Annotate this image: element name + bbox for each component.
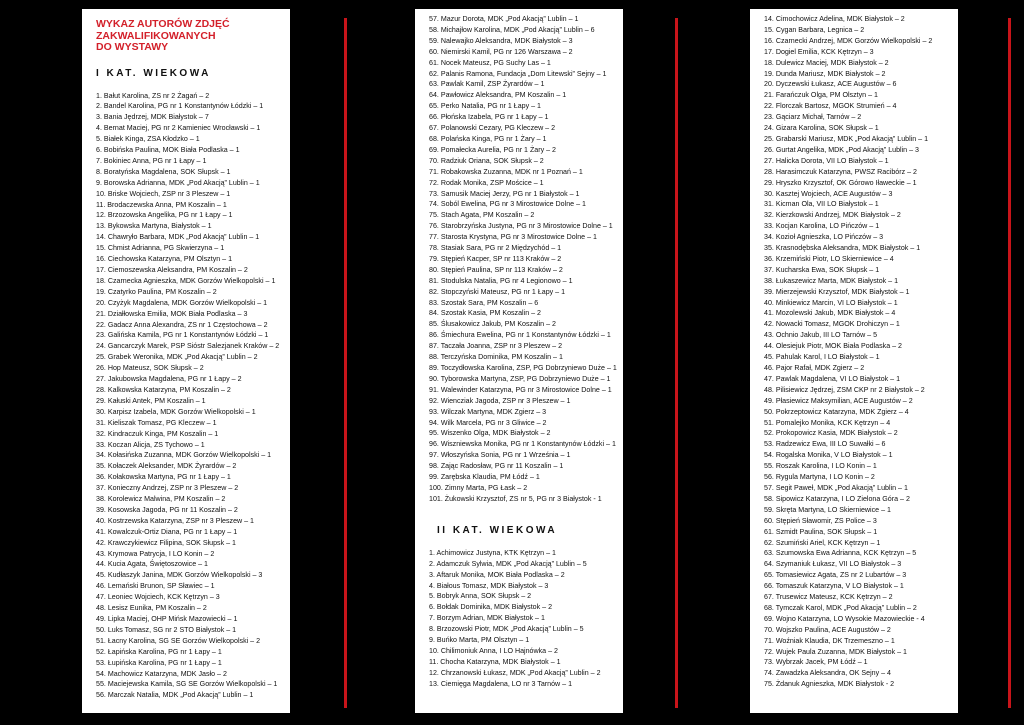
list-item: 90. Tyborowska Martyna, ZSP, PG Dobrzyniewo Duże – 1 xyxy=(429,374,611,383)
list-item: 28. Harasimczuk Katarzyna, PWSZ Racibórz – 2 xyxy=(764,167,917,176)
list-item: 25. Grabarski Mariusz, MDK „Pod Akacją” Lublin – 1 xyxy=(764,134,929,143)
list-item: 35. Kołaczek Aleksander, MDK Żyrardów – 2 xyxy=(96,462,237,471)
list-item: 26. Hop Mateusz, SOK Słupsk – 2 xyxy=(96,364,204,373)
list-item: 31. Kieliszak Tomasz, PG Kleczew – 1 xyxy=(96,418,217,427)
list-item: 65. Tomasiewicz Agata, ZS nr 2 Lubartów – 3 xyxy=(764,571,907,580)
list-item: 52. Łapińska Karolina, PG nr 1 Łapy – 1 xyxy=(96,647,222,656)
list-item: 43. Ochnio Jakub, III LO Tarnów – 5 xyxy=(764,331,878,340)
list-item: 75. Żdanuk Agnieszka, MDK Białystok - 2 xyxy=(764,680,895,689)
list-item: 30. Karpisz Izabela, MDK Gorzów Wielkopolski – 1 xyxy=(96,407,256,416)
list-item: 5. Białek Kinga, ZSA Kłodzko – 1 xyxy=(96,135,200,144)
list-item: 70. Wojszko Paulina, ACE Augustów – 2 xyxy=(764,625,891,634)
list-item: 24. Gancarczyk Marek, PSP Sióstr Salezjanek Kraków – 2 xyxy=(96,342,280,351)
list-item: 71. Woźniak Klaudia, DK Trzemeszno – 1 xyxy=(764,636,895,645)
list-item: 56. Rygula Martyna, I LO Konin – 2 xyxy=(764,473,875,482)
list-item: 42. Krawczykiewicz Filipina, SOK Słupsk – 1 xyxy=(96,538,236,547)
list-item: 12. Chrzanowski Łukasz, MDK „Pod Akacją” Lublin – 2 xyxy=(429,668,601,677)
list-item: 32. Kindraczuk Kinga, PM Koszalin – 1 xyxy=(96,429,219,438)
list-item: 64. Szymaniuk Łukasz, VII LO Białystok – 3 xyxy=(764,560,902,569)
list-item: 59. Nalewajko Aleksandra, MDK Białystok – 3 xyxy=(429,36,573,45)
red-divider-line xyxy=(1008,18,1011,708)
list-item: 6. Bołdak Dominika, MDK Białystok – 2 xyxy=(429,603,553,612)
list-item: 49. Płasiewicz Maksymilian, ACE Augustów – 2 xyxy=(764,396,913,405)
list-item: 62. Szumiński Ariel, KCK Kętrzyn – 1 xyxy=(764,538,881,547)
list-item: 40. Kostrzewska Katarzyna, ZSP nr 3 Pleszew – 1 xyxy=(96,516,254,525)
list-item: 51. Łacny Karolina, SG SE Gorzów Wielkopolski – 2 xyxy=(96,636,261,645)
list-item: 27. Halicka Dorota, VII LO Białystok – 1 xyxy=(764,156,889,165)
list-item: 61. Nocek Mateusz, PG Suchy Las – 1 xyxy=(429,58,551,67)
list-item: 67. Polanowski Cezary, PG Kleczew – 2 xyxy=(429,124,556,133)
list-item: 8. Boratyńska Magdalena, SOK Słupsk – 1 xyxy=(96,167,231,176)
list-item: 60. Niemirski Kamil, PG nr 126 Warszawa – 2 xyxy=(429,47,573,56)
list-item: 78. Stasiak Sara, PG nr 2 Międzychód – 1 xyxy=(429,244,562,253)
list-item: 59. Skręta Martyna, LO Skierniewice – 1 xyxy=(764,505,891,514)
list-item: 20. Dyczewski Łukasz, ACE Augustów – 6 xyxy=(764,80,897,89)
list-item: 17. Dogiel Emilia, KCK Kętrzyn – 3 xyxy=(764,47,874,56)
list-item: 14. Chawryło Barbara, MDK „Pod Akacją” Lublin – 1 xyxy=(96,233,260,242)
list-item: 2. Adamczuk Sylwia, MDK „Pod Akacją” Lublin – 5 xyxy=(429,559,587,568)
list-item: 33. Kocjan Karolina, LO Pińczów – 1 xyxy=(764,222,880,231)
list-item: 10. Briske Wojciech, ZSP nr 3 Pleszew – 1 xyxy=(96,189,231,198)
list-item: 100. Zimny Marta, PG Łask – 2 xyxy=(429,483,528,492)
list-item: 98. Zając Radosław, PG nr 11 Koszalin – 1 xyxy=(429,462,564,471)
list-item: 11. Brodaczewska Anna, PM Koszalin – 1 xyxy=(96,200,227,209)
list-item: 44. Olesiejuk Piotr, MOK Biała Podlaska – 2 xyxy=(764,342,903,351)
list-item: 9. Borowska Adrianna, MDK „Pod Akacją” Lublin – 1 xyxy=(96,178,260,187)
list-item: 25. Grabek Weronika, MDK „Pod Akacją” Lublin – 2 xyxy=(96,353,258,362)
list-item: 39. Kosowska Jagoda, PG nr 11 Koszalin – 2 xyxy=(96,505,238,514)
list-item: 94. Wilk Marcela, PG nr 3 Gliwice – 2 xyxy=(429,418,547,427)
list-item: 63. Szumowska Ewa Adrianna, KCK Kętrzyn – 5 xyxy=(764,549,917,558)
list-item: 73. Wybrzak Jacek, PM Łódź – 1 xyxy=(764,658,868,667)
list-item: 7. Borzym Adrian, MDK Białystok – 1 xyxy=(429,614,545,623)
list-item: 8. Brzozowski Piotr, MDK „Pod Akacją” Lublin – 5 xyxy=(429,625,584,634)
list-item: 14. Cimochowicz Adelina, MDK Białystok – 2 xyxy=(764,15,905,23)
section-heading-i: I KAT. WIEKOWA xyxy=(96,67,211,79)
list-item: 97. Włoszyńska Sonia, PG nr 1 Września – 1 xyxy=(429,451,571,460)
list-item: 96. Wiszniewska Monika, PG nr 1 Konstantynów Łódzki – 1 xyxy=(429,440,616,449)
list-item: 53. Łupińska Karolina, PG nr 1 Łapy – 1 xyxy=(96,658,222,667)
list-item: 95. Wiszenko Olga, MDK Białystok – 2 xyxy=(429,429,551,438)
list-item: 66. Tomaszuk Katarzyna, V LO Białystok – 1 xyxy=(764,582,904,591)
list-item: 92. Wiencziak Jagoda, ZSP nr 3 Pleszew – 1 xyxy=(429,396,571,405)
list-item: 70. Radziuk Oriana, SOK Słupsk – 2 xyxy=(429,156,544,165)
list-item: 40. Minkiewicz Marcin, VI LO Białystok – 1 xyxy=(764,298,898,307)
list-item: 18. Czarnecka Agnieszka, MDK Gorzów Wielkopolski – 1 xyxy=(96,276,276,285)
red-divider-line xyxy=(675,18,678,708)
list-item: 34. Kołasińska Zuzanna, MDK Gorzów Wielkopolski – 1 xyxy=(96,451,272,460)
list-item: 31. Kicman Ola, VII LO Białystok – 1 xyxy=(764,200,879,209)
list-item: 22. Florczak Bartosz, MGOK Strumień – 4 xyxy=(764,102,897,111)
section-heading-ii: II KAT. WIEKOWA xyxy=(437,524,558,536)
list-item: 33. Koczan Alicja, ZS Tychowo – 1 xyxy=(96,440,205,449)
list-item: 20. Czyżyk Magdalena, MDK Gorzów Wielkopolski – 1 xyxy=(96,298,268,307)
list-item: 1. Achimowicz Justyna, KTK Kętrzyn – 1 xyxy=(429,548,556,557)
list-item: 15. Cygan Barbara, Legnica – 2 xyxy=(764,25,865,34)
list-item: 44. Kucia Agata, Świętoszowice – 1 xyxy=(96,560,208,569)
list-item: 30. Kasztej Wojciech, ACE Augustów – 3 xyxy=(764,189,893,198)
list-item: 21. Farańczuk Olga, PM Olsztyn – 1 xyxy=(764,91,878,100)
list-item: 42. Nowacki Tomasz, MGOK Drohiczyn – 1 xyxy=(764,320,900,329)
list-item: 58. Sipowicz Katarzyna, I LO Zielona Góra – 2 xyxy=(764,494,910,503)
list-item: 72. Rodak Monika, ZSP Mościce – 1 xyxy=(429,178,544,187)
list-item: 55. Maciejewska Kamila, SG SE Gorzów Wielkopolski – 1 xyxy=(96,680,278,689)
list-item: 50. Luks Tomasz, SG nr 2 STO Białystok – 1 xyxy=(96,625,237,634)
list-item: 29. Hryszko Krzysztof, OK Górowo Iławeckie – 1 xyxy=(764,178,917,187)
list-item: 54. Machowicz Katarzyna, MDK Jasło – 2 xyxy=(96,669,227,678)
author-list xyxy=(429,548,609,690)
list-item: 73. Samusik Maciej Jerzy, PG nr 1 Białystok – 1 xyxy=(429,189,580,198)
list-item: 46. Pajor Rafał, MDK Zgierz – 2 xyxy=(764,364,865,372)
red-divider-line xyxy=(344,18,347,708)
list-item: 3. Bania Jędrzej, MDK Białystok – 7 xyxy=(96,113,209,122)
list-item: 36. Kołakowska Martyna, PG nr 1 Łapy – 1 xyxy=(96,473,231,482)
list-item: 9. Buńko Marta, PM Olsztyn – 1 xyxy=(429,636,530,645)
document-page-1 xyxy=(82,9,290,713)
list-item: 75. Stach Agata, PM Koszalin – 2 xyxy=(429,211,535,220)
list-item: 5. Bobryk Anna, SOK Słupsk – 2 xyxy=(429,592,532,601)
list-item: 43. Krymowa Patrycja, I LO Konin – 2 xyxy=(96,549,215,558)
list-item: 6. Bobińska Paulina, MOK Biała Podlaska – 1 xyxy=(96,146,240,155)
list-item: 13. Bykowska Martyna, Białystok – 1 xyxy=(96,222,212,231)
list-item: 86. Śmiechura Ewelina, PG nr 1 Konstantynów Łódzki – 1 xyxy=(429,331,611,340)
list-item: 1. Bałut Karolina, ZS nr 2 Żagań – 2 xyxy=(96,91,210,100)
list-item: 62. Palanis Ramona, Fundacja „Dom Litewski” Sejny – 1 xyxy=(429,69,607,78)
document-title: WYKAZ AUTORÓW ZDJĘĆ ZAKWALIFIKOWANYCH DO WYSTAWY xyxy=(96,18,230,53)
list-item: 22. Gadacz Anna Alexandra, ZS nr 1 Częstochowa – 2 xyxy=(96,320,268,329)
list-item: 35. Krasnodębska Aleksandra, MDK Białystok – 1 xyxy=(764,244,921,253)
list-item: 37. Kucharska Ewa, SOK Słupsk – 1 xyxy=(764,265,880,274)
list-item: 54. Rogalska Monika, V LO Białystok – 1 xyxy=(764,451,893,460)
list-item: 10. Chilimoniuk Anna, I LO Hajnówka – 2 xyxy=(429,646,558,655)
list-item: 45. Kudłaszyk Janina, MDK Gorzów Wielkopolski – 3 xyxy=(96,571,263,580)
list-item: 19. Czatyrko Paulina, PM Koszalin – 2 xyxy=(96,287,217,296)
list-item: 58. Michajłow Karolina, MDK „Pod Akacją” Lublin – 6 xyxy=(429,25,595,34)
list-item: 41. Kowalczuk-Ortiz Diana, PG nr 1 Łapy – 1 xyxy=(96,527,238,536)
document-page-3 xyxy=(750,9,958,713)
list-item: 2. Bandel Karolina, PG nr 1 Konstantynów Łódzki – 1 xyxy=(96,102,264,111)
list-item: 34. Kozioł Agnieszka, LO Pińczów – 3 xyxy=(764,233,884,242)
list-item: 53. Radzewicz Ewa, III LO Suwałki – 6 xyxy=(764,440,886,449)
list-item: 16. Ciechowska Katarzyna, PM Olsztyn – 1 xyxy=(96,255,233,264)
list-item: 46. Lemański Brunon, SP Sławiec – 1 xyxy=(96,582,215,591)
list-item: 72. Wujek Paula Zuzanna, MDK Białystok – 1 xyxy=(764,647,907,656)
list-item: 74. Zawadzka Aleksandra, OK Sejny – 4 xyxy=(764,669,891,678)
list-item: 3. Aftaruk Monika, MOK Biała Podlaska – 2 xyxy=(429,570,565,579)
list-item: 39. Mierzejewski Krzysztof, MDK Białystok – 1 xyxy=(764,287,910,296)
author-list xyxy=(764,14,944,690)
list-item: 4. Bernat Maciej, PG nr 2 Kamieniec Wrocławski – 1 xyxy=(96,124,261,133)
list-item: 101. Żukowski Krzysztof, ZS nr 5, PG nr 3 Białystok - 1 xyxy=(429,494,602,503)
list-item: 28. Kalkowska Katarzyna, PM Koszalin – 2 xyxy=(96,385,231,394)
list-item: 13. Ciemięga Magdalena, LO nr 3 Tarnów – 1 xyxy=(429,679,573,688)
list-item: 49. Lipka Maciej, OHP Mińsk Mazowiecki – 1 xyxy=(96,615,238,623)
list-item: 38. Korolewicz Malwina, PM Koszalin – 2 xyxy=(96,495,226,504)
list-item: 11. Chocha Katarzyna, MDK Białystok – 1 xyxy=(429,657,561,666)
list-item: 18. Dulewicz Maciej, MDK Białystok – 2 xyxy=(764,58,889,67)
document-page-2 xyxy=(415,9,623,713)
list-item: 38. Łukaszewicz Marta, MDK Białystok – 1 xyxy=(764,276,899,285)
list-item: 55. Roszak Karolina, I LO Konin – 1 xyxy=(764,462,877,471)
list-item: 7. Bokiniec Anna, PG nr 1 Łapy – 1 xyxy=(96,156,207,165)
list-item: 23. Gąciarz Michał, Tarnów – 2 xyxy=(764,113,862,122)
list-item: 84. Szostak Kasia, PM Koszalin – 2 xyxy=(429,309,541,318)
author-list xyxy=(429,14,617,505)
list-item: 32. Kierzkowski Andrzej, MDK Białystok – 2 xyxy=(764,211,901,220)
list-item: 51. Pomalejko Monika, KCK Kętrzyn – 4 xyxy=(764,418,891,427)
list-item: 68. Tymczak Karol, MDK „Pod Akacją” Lublin – 2 xyxy=(764,603,917,612)
list-item: 48. Lesisz Eunika, PM Koszalin – 2 xyxy=(96,604,207,613)
list-item: 57. Mazur Dorota, MDK „Pod Akacją” Lublin – 1 xyxy=(429,15,579,23)
list-item: 69. Wojno Katarzyna, LO Wysokie Mazowieckie - 4 xyxy=(764,614,925,623)
list-item: 19. Dunda Mariusz, MDK Białystok – 2 xyxy=(764,69,886,78)
list-item: 17. Ciemoszewska Aleksandra, PM Koszalin – 2 xyxy=(96,266,248,274)
list-item: 93. Wilczak Martyna, MDK Zgierz – 3 xyxy=(429,407,547,416)
list-item: 64. Pawłowicz Aleksandra, PM Koszalin – 1 xyxy=(429,91,567,100)
list-item: 4. Białous Tomasz, MDK Białystok – 3 xyxy=(429,581,549,590)
list-item: 80. Stępień Paulina, SP nr 113 Kraków – 2 xyxy=(429,265,563,274)
list-item: 52. Prokopowicz Kasia, MDK Białystok – 2 xyxy=(764,429,898,438)
list-item: 47. Pawlak Magdalena, VI LO Białystok – 1 xyxy=(764,374,901,383)
list-item: 83. Szostak Sara, PM Koszalin – 6 xyxy=(429,298,539,307)
list-item: 88. Terczyńska Dominika, PM Koszalin – 1 xyxy=(429,353,563,362)
list-item: 23. Galińska Kamila, PG nr 1 Konstantynów Łódzki – 1 xyxy=(96,331,269,340)
list-item: 45. Pahulak Karol, I LO Białystok – 1 xyxy=(764,353,880,362)
list-item: 16. Czarnecki Andrzej, MDK Gorzów Wielkopolski – 2 xyxy=(764,36,933,45)
list-item: 15. Chmist Adrianna, PG Skwierzyna – 1 xyxy=(96,244,225,253)
list-item: 76. Starobrzyńska Justyna, PG nr 3 Mirostowice Dolne – 1 xyxy=(429,222,613,231)
list-item: 65. Perko Natalia, PG nr 1 Łapy – 1 xyxy=(429,102,541,111)
list-item: 79. Stępień Kacper, SP nr 113 Kraków – 2 xyxy=(429,254,562,263)
list-item: 99. Zarębska Klaudia, PM Łódź – 1 xyxy=(429,473,540,482)
list-item: 87. Taczała Joanna, ZSP nr 3 Pleszew – 2 xyxy=(429,342,563,351)
list-item: 69. Pomałecka Aurelia, PG nr 1 Żary – 2 xyxy=(429,145,556,154)
author-list xyxy=(96,91,280,702)
list-item: 36. Krzemiński Piotr, LO Skierniewice – 4 xyxy=(764,254,894,263)
list-item: 57. Segit Paweł, MDK „Pod Akacją” Lublin – 1 xyxy=(764,483,908,492)
list-item: 41. Mozolewski Jakub, MDK Białystok – 4 xyxy=(764,309,896,318)
list-item: 24. Gizara Karolina, SOK Słupsk – 1 xyxy=(764,124,879,133)
list-item: 61. Szmidt Paulina, SOK Słupsk – 1 xyxy=(764,527,878,536)
list-item: 21. Działłowska Emilia, MOK Biała Podlaska – 3 xyxy=(96,309,248,318)
list-item: 29. Kałuski Antek, PM Koszalin – 1 xyxy=(96,396,206,405)
list-item: 60. Stępień Sławomir, ZS Police – 3 xyxy=(764,516,877,525)
list-item: 82. Stopczyński Mateusz, PG nr 1 Łapy – 1 xyxy=(429,287,566,296)
list-item: 63. Pawlak Kamil, ZSP Żyrardów – 1 xyxy=(429,80,545,89)
list-item: 77. Starosta Krystyna, PG nr 3 Mirostowice Dolne – 1 xyxy=(429,233,597,242)
list-item: 89. Toczydłowska Karolina, ZSP, PG Dobrzyniewo Duże – 1 xyxy=(429,364,617,372)
list-item: 47. Leoniec Wojciech, KCK Kętrzyn – 3 xyxy=(96,593,220,602)
list-item: 68. Polańska Kinga, PG nr 1 Żary – 1 xyxy=(429,134,547,143)
list-item: 91. Walewinder Katarzyna, PG nr 3 Mirostowice Dolne – 1 xyxy=(429,385,612,394)
list-item: 48. Pilisiewicz Jędrzej, ZSM CKP nr 2 Białystok – 2 xyxy=(764,385,925,394)
list-item: 26. Gurtat Angelika, MDK „Pod Akacją” Lublin – 3 xyxy=(764,145,919,154)
list-item: 27. Jakubowska Magdalena, PG nr 1 Łapy – 2 xyxy=(96,375,242,384)
list-item: 66. Płońska Izabela, PG nr 1 Łapy – 1 xyxy=(429,113,549,122)
list-item: 37. Konieczny Andrzej, ZSP nr 3 Pleszew – 2 xyxy=(96,484,239,493)
list-item: 67. Trusewicz Mateusz, KCK Kętrzyn – 2 xyxy=(764,593,893,602)
list-item: 50. Pokrzeptowicz Katarzyna, MDK Zgierz – 4 xyxy=(764,407,909,416)
list-item: 74. Soból Ewelina, PG nr 3 Mirostowice Dolne – 1 xyxy=(429,200,586,209)
list-item: 56. Marczak Natalia, MDK „Pod Akacją” Lublin – 1 xyxy=(96,691,254,700)
list-item: 12. Brzozowska Angelika, PG nr 1 Łapy – 1 xyxy=(96,211,233,220)
list-item: 85. Ślusakowicz Jakub, PM Koszalin – 2 xyxy=(429,320,556,329)
list-item: 81. Stodulska Natalia, PG nr 4 Legionowo – 1 xyxy=(429,276,573,285)
list-item: 71. Robakowska Zuzanna, MDK nr 1 Poznań – 1 xyxy=(429,167,583,176)
